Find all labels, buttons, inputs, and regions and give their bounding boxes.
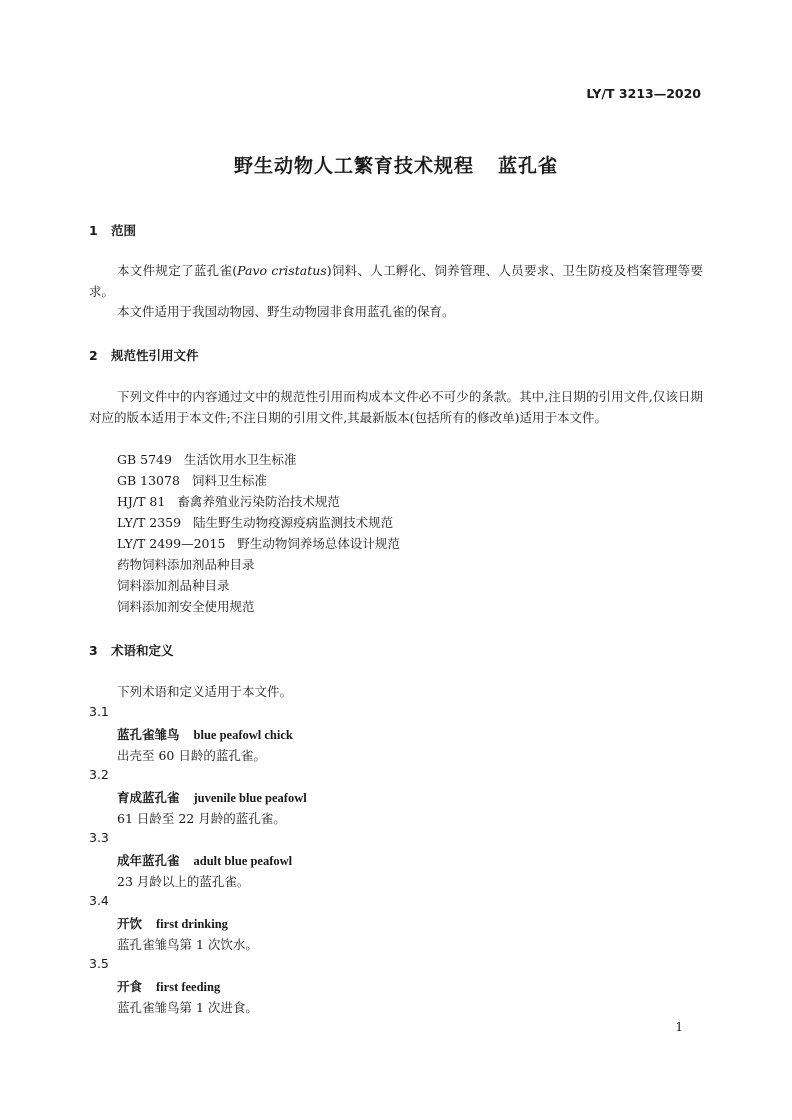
term-number: 3.4	[89, 893, 109, 908]
term-definition: 蓝孔雀雏鸟第 1 次饮水。	[117, 937, 258, 952]
term-definition: 23 月龄以上的蓝孔雀。	[117, 874, 250, 889]
term-definition: 蓝孔雀雏鸟第 1 次进食。	[117, 1000, 258, 1015]
term-definition: 61 日龄至 22 月龄的蓝孔雀。	[117, 811, 286, 826]
reference-item: 药物饲料添加剂品种目录	[117, 557, 255, 572]
term-number: 3.3	[89, 830, 109, 845]
section-heading-references: 2 规范性引用文件	[89, 348, 199, 363]
reference-item: 饲料添加剂品种目录	[117, 578, 230, 593]
scope-paragraph-1: 本文件规定了蓝孔雀(Pavo cristatus)饲料、人工孵化、饲养管理、人员要求、卫生防疫及档案管理等要求。	[89, 263, 703, 299]
term-number: 3.1	[89, 704, 109, 719]
reference-item: 饲料添加剂安全使用规范	[117, 599, 255, 614]
page-number: 1	[675, 1020, 683, 1034]
document-title	[0, 151, 792, 178]
section-heading-scope: 1 范围	[89, 223, 137, 238]
term-heading: 成年蓝孔雀 adult blue peafowl	[117, 853, 293, 868]
reference-item: GB 5749 生活饮用水卫生标准	[117, 452, 297, 467]
title-main: 野生动物人工繁育技术规程	[233, 155, 474, 177]
term-definition: 出壳至 60 日龄的蓝孔雀。	[117, 748, 266, 763]
scope-paragraph-2: 本文件适用于我国动物园、野生动物园非食用蓝孔雀的保育。	[117, 304, 455, 319]
term-heading: 育成蓝孔雀 juvenile blue peafowl	[117, 790, 307, 805]
section-heading-terms: 3 术语和定义	[89, 643, 174, 658]
term-heading: 开食 first feeding	[117, 979, 221, 994]
reference-item: GB 13078 饲料卫生标准	[117, 473, 267, 488]
reference-item: HJ/T 81 畜禽养殖业污染防治技术规范	[117, 494, 340, 509]
term-heading: 蓝孔雀雏鸟 blue peafowl chick	[117, 727, 293, 742]
reference-item: LY/T 2359 陆生野生动物疫源疫病监测技术规范	[117, 515, 394, 530]
term-number: 3.2	[89, 767, 109, 782]
reference-item: LY/T 2499—2015 野生动物饲养场总体设计规范	[117, 536, 400, 551]
terms-intro: 下列术语和定义适用于本文件。	[117, 684, 293, 699]
title-sub: 蓝孔雀	[498, 155, 559, 177]
term-heading: 开饮 first drinking	[117, 916, 228, 931]
latin-name: Pavo cristatus	[237, 263, 327, 278]
references-intro: 下列文件中的内容通过文中的规范性引用而构成本文件必不可少的条款。其中,注日期的引用文件,仅该日期对应的版本适用于本文件;不注日期的引用文件,其最新版本(包括所有的修改单)适用于本文件。	[89, 389, 703, 425]
standard-code: LY/T 3213—2020	[586, 86, 701, 101]
term-number: 3.5	[89, 956, 109, 971]
